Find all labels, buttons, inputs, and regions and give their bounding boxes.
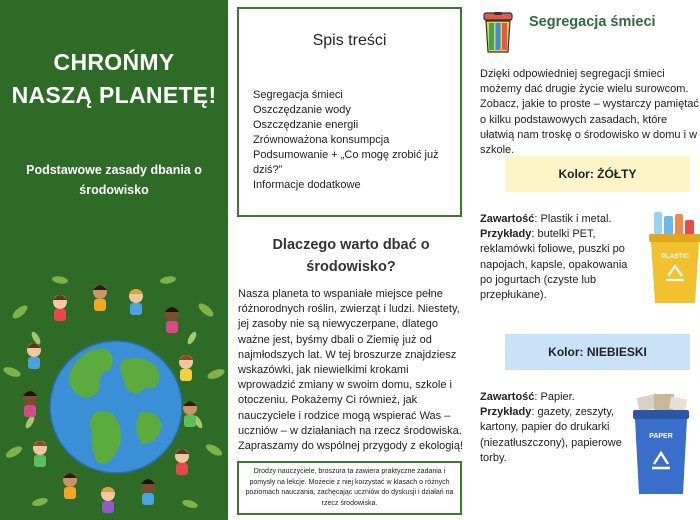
segregation-heading: Segregacja śmieci xyxy=(529,14,656,30)
toc-item: Segregacja śmieci xyxy=(253,89,343,101)
cover-panel xyxy=(0,0,228,520)
blue-bin-description xyxy=(480,390,630,466)
table-of-contents xyxy=(237,7,462,217)
yellow-bin-description xyxy=(480,212,630,303)
paper-bin-label: PAPER xyxy=(649,433,673,440)
paper-bin-illustration xyxy=(630,392,692,496)
cover-subtitle: Podstawowe zasady dbania o środowisko xyxy=(26,163,202,197)
examples-label: Przykłady xyxy=(480,406,532,419)
plastic-bin-label: PLASTIC xyxy=(661,253,689,260)
why-paragraph: Nasza planeta to wspaniałe miejsce pełne różnorodnych roślin, zwierząt i ludzi. Niestety, jej zasoby nie są niewyczerpane, dlatego ważne jest, byśmy dbali o Ziemię już od najmłodszych lat. W tej broszurze znajdziesz wskazówki, jak niewielkimi krokami wprowadzić zmiany w swoim domu, szkole i otoczeniu. Pokażemy Ci również, jak nauczyciele i rodzice mogą wspierać Was – uczniów – w działaniach na rzecz środowiska. Zapraszamy do wspólnej przygody z ekologią! xyxy=(238,288,464,453)
yellow-bin-band: Kolor: ŻÓŁTY xyxy=(505,156,690,192)
blue-bin-band: Kolor: NIEBIESKI xyxy=(505,334,690,370)
plastic-bin-illustration xyxy=(646,210,700,305)
toc-list xyxy=(253,88,460,193)
toc-item: Zrównoważona konsumpcja xyxy=(253,134,390,146)
content-value: : Plastik i metal. xyxy=(534,213,612,225)
toc-title: Spis treści xyxy=(312,32,387,49)
cover-title xyxy=(0,46,228,112)
toc-item: Podsumowanie + „Co mogę zrobić już dziś?” xyxy=(253,149,439,176)
content-label: Zawartość xyxy=(480,213,535,225)
cover-title-line2: NASZĄ PLANETĘ! xyxy=(11,82,217,108)
teacher-note: Drodzy nauczyciele, broszura ta zawiera praktyczne zadania i pomysły na lekcje. Możecie z niej korzystać w klasach o różnych poziomach nauczania, zachęcając uczniów do dyskusji i działań na rzecz środowiska. xyxy=(237,461,462,515)
toc-item: Informacje dodatkowe xyxy=(253,179,361,191)
content-label: Zawartość xyxy=(480,391,535,403)
globe-illustration xyxy=(0,272,228,520)
content-value: : Papier. xyxy=(534,391,575,403)
why-heading: Dlaczego warto dbać o środowisko? xyxy=(272,237,430,275)
examples-label: Przykłady xyxy=(480,228,532,241)
toc-item: Oszczędzanie wody xyxy=(253,104,351,116)
recycle-bin-icon xyxy=(483,12,513,54)
toc-item: Oszczędzanie energii xyxy=(253,119,359,131)
examples-value: : butelki PET, reklamówki foliowe, puszki po napojach, kapsle, opakowania po jogurtach (czyste lub przepłukane). xyxy=(480,228,628,302)
examples-value: : gazety, zeszyty, kartony, papier do drukarki (niezatłuszczony), papierowe torby. xyxy=(480,406,622,464)
cover-title-line1: CHROŃMY xyxy=(53,49,175,75)
segregation-paragraph: Dzięki odpowiedniej segregacji śmieci możemy dać drugie życie wielu surowcom. Zobacz, jakie to proste – wystarczy pamiętać o kilku podstawowych zasadach, które ułatwią nam troskę o środowisko w domu i w szkole. xyxy=(480,68,699,157)
